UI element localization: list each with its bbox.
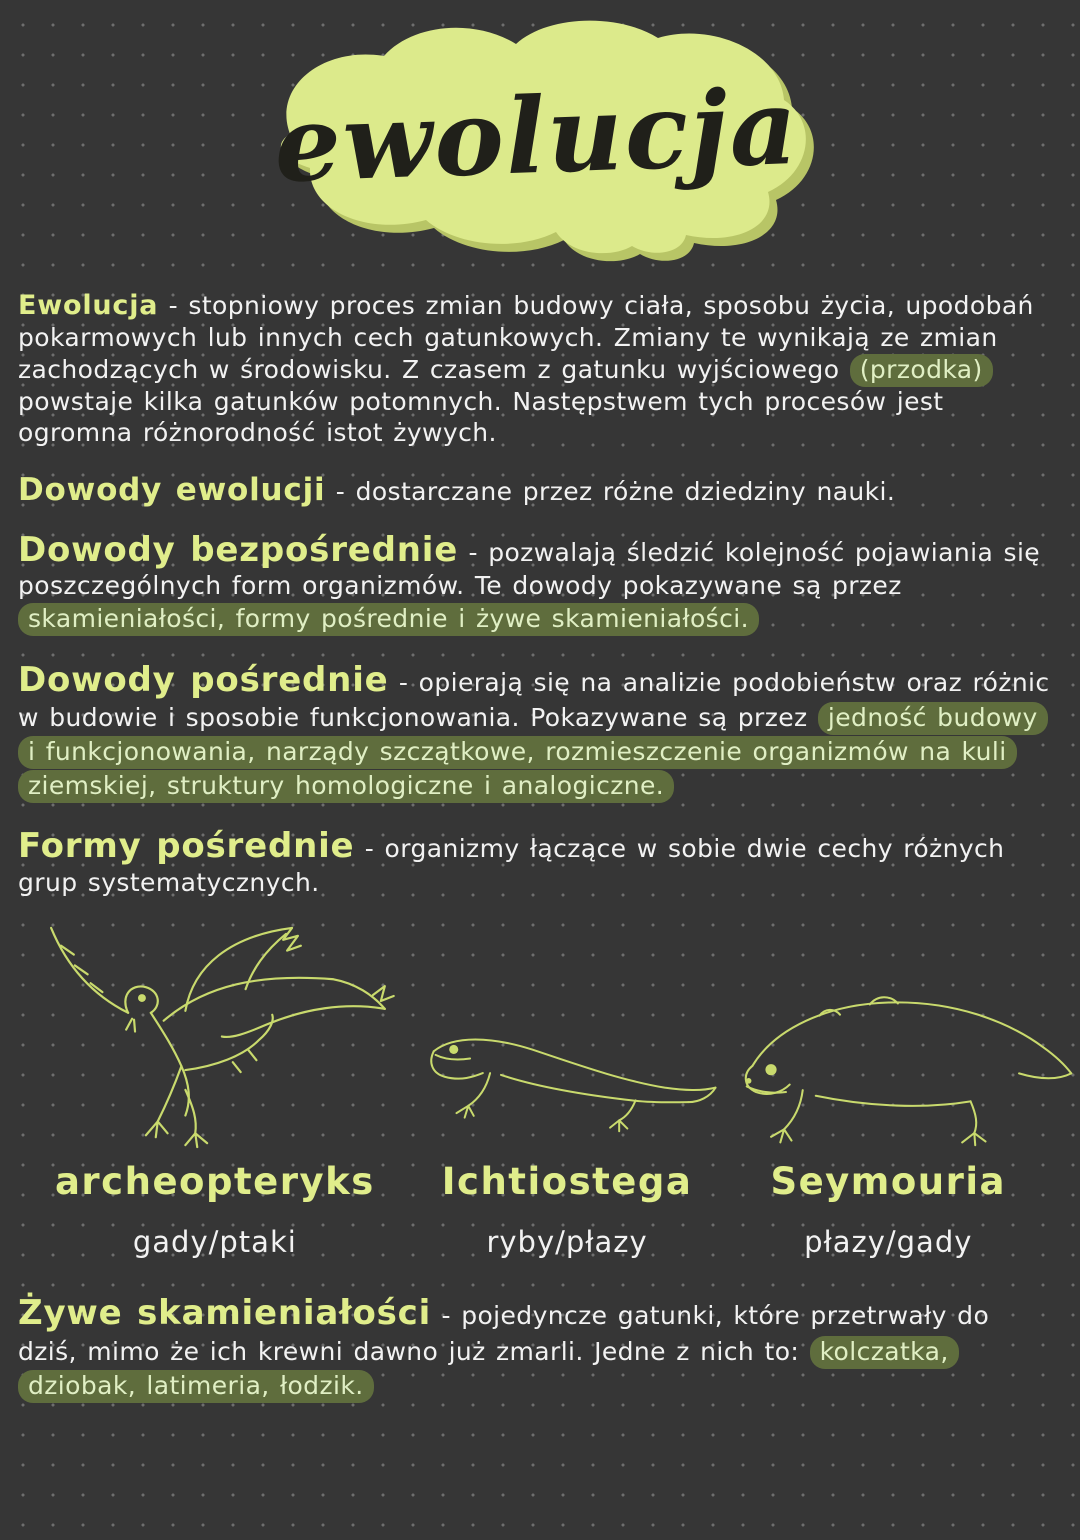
notes-page bbox=[0, 14, 1080, 1540]
ichtiostega-drawing bbox=[412, 1004, 730, 1154]
definition-text: - stopniowy proces zmian budowy ciała, sposobu życia, upodobań pokarmowych lub innych cech gatunkowych. Zmiany te wynikają ze zmian zachodzących w środowisku. Z czasem z gatunku wyjściowego bbox=[18, 291, 1034, 385]
notes-content bbox=[0, 290, 1080, 1402]
highlight-zywe-skamienialosci: kolczatka, dziobak, latimeria, łodzik. bbox=[18, 1336, 959, 1403]
highlight-dowody-bezposrednie: skamieniałości, formy pośrednie i żywe skamieniałości. bbox=[18, 603, 759, 636]
figure-name-archeopteryks: archeopteryks bbox=[54, 1160, 375, 1204]
definition-zywe-skamienialosci bbox=[18, 1293, 1054, 1402]
definition-dowody-bezposrednie bbox=[18, 530, 1054, 636]
term-dowody-posrednie: Dowody pośrednie bbox=[18, 659, 389, 700]
figure-ichtiostega bbox=[412, 1004, 730, 1154]
figure-name-seymouria: Seymouria bbox=[770, 1160, 1007, 1204]
term-formy-posrednie: Formy pośrednie bbox=[18, 826, 355, 867]
seymouria-drawing bbox=[730, 976, 1075, 1154]
title-text: ewolucja bbox=[272, 64, 801, 207]
term-zywe-skamienialosci: Żywe skamieniałości bbox=[18, 1293, 432, 1334]
highlight-dowody-posrednie: jedność budowy i funkcjonowania, narządy szczątkowe, rozmieszczenie organizmów na kuli ziemskiej, struktury homologiczne i analogiczne. bbox=[18, 702, 1048, 803]
figure-seymouria bbox=[730, 976, 1075, 1154]
page-title bbox=[220, 14, 860, 264]
definition-dowody-ewolucji bbox=[18, 472, 1054, 510]
figure-groups-archeopteryks: gady/ptaki bbox=[132, 1225, 297, 1260]
definition-formy-posrednie bbox=[18, 826, 1054, 898]
figure-groups-seymouria: płazy/gady bbox=[804, 1225, 973, 1260]
definition-dowody-posrednie bbox=[18, 660, 1054, 803]
definition-text: - pojedyncze gatunki, które przetrwały do dziś, mimo że ich krewni dawno już zmarli. Jedne z nich to: bbox=[18, 1301, 990, 1366]
archeopteryks-drawing bbox=[35, 922, 395, 1154]
figure-groups-row bbox=[18, 1225, 1054, 1259]
definition-text: - organizmy łączące w sobie dwie cechy różnych grup systematycznych. bbox=[18, 834, 1005, 897]
definition-text: - opierają się na analizie podobieństw oraz różnic w budowie i sposobie funkcjonowania. Pokazywane są przez bbox=[18, 667, 1050, 733]
title-blob-icon bbox=[220, 14, 860, 264]
definition-ewolucja bbox=[18, 290, 1054, 448]
term-ewolucja: Ewolucja bbox=[18, 290, 159, 321]
definition-text: powstaje kilka gatunków potomnych. Następstwem tych procesów jest ogromna różnorodność istot żywych. bbox=[18, 387, 944, 447]
figure-names-row bbox=[18, 1160, 1054, 1203]
highlight-przodka: (przodka) bbox=[850, 354, 993, 387]
figure-groups-ichtiostega: ryby/płazy bbox=[486, 1225, 648, 1260]
term-dowody-ewolucji: Dowody ewolucji bbox=[18, 472, 326, 509]
definition-text: - dostarczane przez różne dziedziny nauki. bbox=[325, 477, 896, 507]
figures-row bbox=[18, 922, 1054, 1154]
definition-text: - pozwalają śledzić kolejność pojawiania się poszczególnych form organizmów. Te dowody pokazywane są przez bbox=[18, 538, 1041, 601]
figure-name-ichtiostega: Ichtiostega bbox=[441, 1160, 693, 1204]
term-dowody-bezposrednie: Dowody bezpośrednie bbox=[18, 530, 459, 570]
figure-archeopteryks bbox=[18, 922, 412, 1154]
